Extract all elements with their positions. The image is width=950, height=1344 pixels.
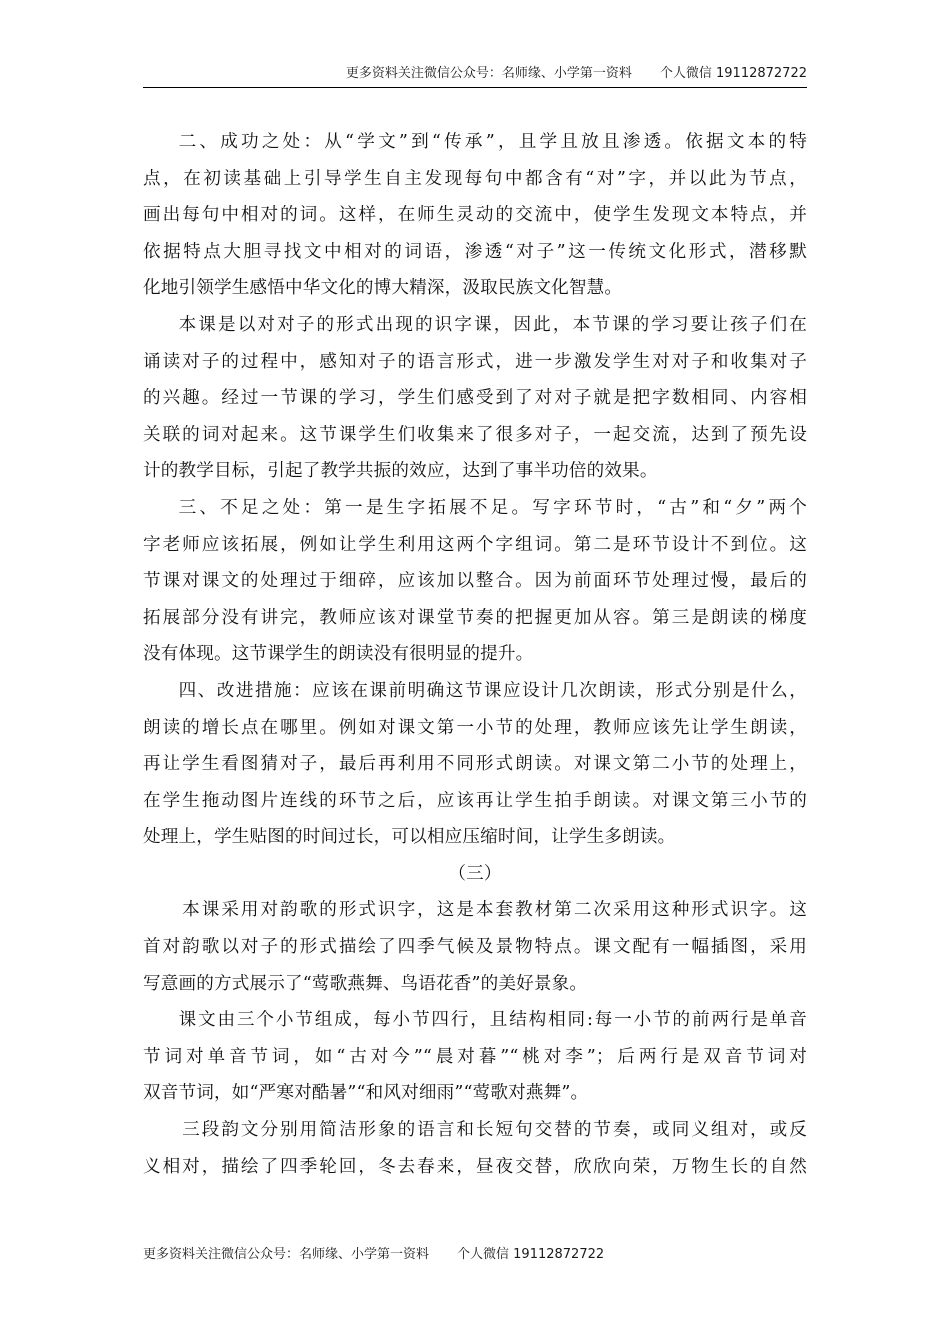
text-line: 化地引领学生感悟中华文化的博大精深，汲取民族文化智慧。 <box>143 278 623 299</box>
header-rule <box>143 87 807 88</box>
text-line: 本课是以对对子的形式出现的识字课，因此，本节课的学习要让孩子们在 <box>178 314 807 335</box>
page-header <box>143 65 807 83</box>
text-line: 画出每句中相对的词。这样，在师生灵动的交流中，使学生发现文本特点，并 <box>143 205 807 226</box>
footer-wechat-text: 更多资料关注微信公众号：名师缘、小学第一资料 <box>143 1247 430 1262</box>
text-line: 再让学生看图猜对子，最后再利用不同形式朗读。对课文第二小节的处理上， <box>143 754 807 775</box>
text-line: 没有体现。这节课学生的朗读没有很明显的提升。 <box>143 644 534 665</box>
header-wechat-text: 更多资料关注微信公众号：名师缘、小学第一资料 <box>345 66 632 81</box>
text-line: 三、不足之处：第一是生字拓展不足。写字环节时，“古”和“夕”两个 <box>178 497 807 518</box>
text-line: 二、成功之处：从“学文”到“传承”，且学且放且渗透。依据文本的特 <box>178 132 807 152</box>
document-body <box>143 124 807 1185</box>
text-line: 处理上，学生贴图的时间过长，可以相应压缩时间，让学生多朗读。 <box>143 827 676 848</box>
text-line: 诵读对子的过程中，感知对子的语言形式，进一步激发学生对对子和收集对子 <box>143 351 807 372</box>
text-line: 关联的词对起来。这节课学生们收集来了很多对子，一起交流，达到了预先设 <box>143 424 807 445</box>
text-line: 写意画的方式展示了“莺歌燕舞、鸟语花香”的美好景象。 <box>143 973 588 994</box>
text-line: 点，在初读基础上引导学生自主发现每句中都含有“对”字，并以此为节点， <box>143 168 807 189</box>
text-line: 节词对单音节词，如“古对今”“晨对暮”“桃对李”；后两行是双音节词对 <box>143 1046 807 1067</box>
header-personal-wechat: 个人微信 19112872722 <box>659 66 807 81</box>
text-line: 节课对课文的处理过于细碎，应该加以整合。因为前面环节处理过慢，最后的 <box>143 571 807 592</box>
text-line: 拓展部分没有讲完，教师应该对课堂节奏的把握更加从容。第三是朗读的梯度 <box>143 607 807 628</box>
text-line: 在学生拖动图片连线的环节之后，应该再让学生拍手朗读。对课文第三小节的 <box>143 790 807 811</box>
text-line: 本课采用对韵歌的形式识字，这是本套教材第二次采用这种形式识字。这 <box>182 900 807 921</box>
footer-personal-wechat: 个人微信 19112872722 <box>457 1247 605 1262</box>
text-line: 首对韵歌以对子的形式描绘了四季气候及景物特点。课文配有一幅插图，采用 <box>143 937 807 958</box>
text-line: 计的教学目标，引起了教学共振的效应，达到了事半功倍的效果。 <box>143 461 658 482</box>
section-heading: （三） <box>448 863 502 884</box>
text-line: 三段韵文分别用简洁形象的语言和长短句交替的节奏，或同义组对，或反 <box>182 1120 807 1141</box>
page-footer <box>143 1246 604 1264</box>
text-line: 字老师应该拓展，例如让学生利用这两个字组词。第二是环节设计不到位。这 <box>143 534 807 555</box>
text-line: 四、改进措施：应该在课前明确这节课应设计几次朗读，形式分别是什么， <box>178 680 807 701</box>
text-line: 课文由三个小节组成，每小节四行，且结构相同:每一小节的前两行是单音 <box>178 1010 807 1031</box>
text-line: 义相对，描绘了四季轮回，冬去春来，昼夜交替，欣欣向荣，万物生长的自然 <box>143 1156 807 1177</box>
text-line: 双音节词，如“严寒对酷暑”“和风对细雨”“莺歌对燕舞”。 <box>143 1083 589 1104</box>
text-line: 依据特点大胆寻找文中相对的词语，渗透“对子”这一传统文化形式，潜移默 <box>143 241 807 262</box>
text-line: 朗读的增长点在哪里。例如对课文第一小节的处理，教师应该先让学生朗读， <box>143 717 807 738</box>
text-line: 的兴趣。经过一节课的学习，学生们感受到了对对子就是把字数相同、内容相 <box>143 388 807 409</box>
